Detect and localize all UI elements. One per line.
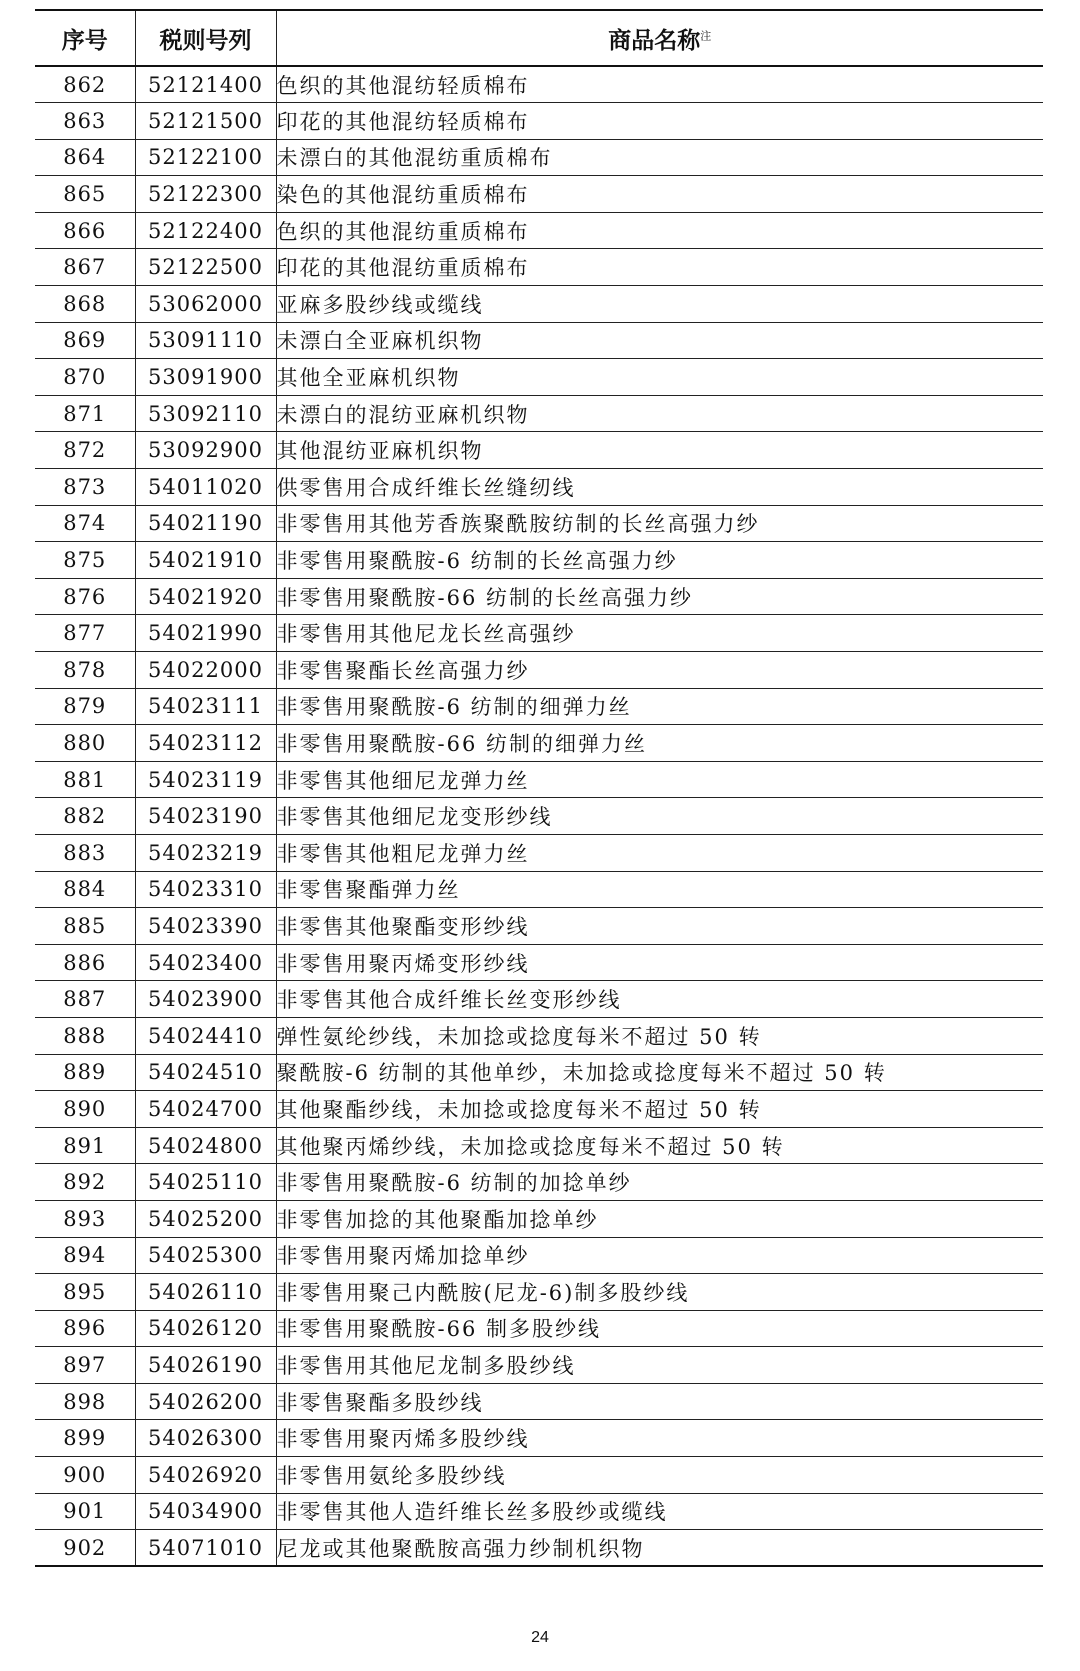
- header-seq: 序号: [35, 10, 135, 66]
- seq-cell: 896: [35, 1310, 135, 1347]
- product-name-cell: 非零售其他粗尼龙弹力丝: [276, 834, 1043, 871]
- tariff-code-cell: 54023111: [135, 688, 276, 725]
- product-name-cell: 非零售用其他芳香族聚酰胺纺制的长丝高强力纱: [276, 505, 1043, 542]
- tariff-table: [35, 9, 1043, 1567]
- product-name-cell: 非零售其他细尼龙变形纱线: [276, 798, 1043, 835]
- table-row: [35, 761, 1043, 798]
- tariff-code-cell: 54071010: [135, 1530, 276, 1567]
- table-row: [35, 1347, 1043, 1384]
- seq-cell: 879: [35, 688, 135, 725]
- table-header: [35, 10, 1043, 66]
- tariff-code-cell: 53091900: [135, 359, 276, 396]
- tariff-code-cell: 52122100: [135, 139, 276, 176]
- tariff-code-cell: 54021910: [135, 542, 276, 579]
- product-name-cell: 非零售用聚酰胺-6 纺制的长丝高强力纱: [276, 542, 1043, 579]
- tariff-code-cell: 54025110: [135, 1164, 276, 1201]
- seq-cell: 887: [35, 981, 135, 1018]
- tariff-code-cell: 52122400: [135, 212, 276, 249]
- product-name-cell: 非零售用聚酰胺-6 纺制的加捻单纱: [276, 1164, 1043, 1201]
- seq-cell: 871: [35, 395, 135, 432]
- product-name-cell: 非零售用聚酰胺-6 纺制的细弹力丝: [276, 688, 1043, 725]
- seq-cell: 901: [35, 1493, 135, 1530]
- table-row: [35, 286, 1043, 323]
- tariff-code-cell: 54024510: [135, 1054, 276, 1091]
- tariff-code-cell: 54021990: [135, 615, 276, 652]
- seq-cell: 894: [35, 1237, 135, 1274]
- seq-cell: 878: [35, 652, 135, 689]
- table-row: [35, 1493, 1043, 1530]
- product-name-cell: 非零售加捻的其他聚酯加捻单纱: [276, 1200, 1043, 1237]
- tariff-code-cell: 52122300: [135, 176, 276, 213]
- product-name-cell: 亚麻多股纱线或缆线: [276, 286, 1043, 323]
- table-row: [35, 212, 1043, 249]
- product-name-cell: 非零售用氨纶多股纱线: [276, 1457, 1043, 1494]
- product-name-cell: 其他聚丙烯纱线，未加捻或捻度每米不超过 50 转: [276, 1127, 1043, 1164]
- tariff-code-cell: 53092900: [135, 432, 276, 469]
- tariff-code-cell: 53091110: [135, 322, 276, 359]
- seq-cell: 899: [35, 1420, 135, 1457]
- seq-cell: 873: [35, 469, 135, 506]
- seq-cell: 877: [35, 615, 135, 652]
- seq-cell: 892: [35, 1164, 135, 1201]
- header-name-label: 商品名称: [608, 27, 701, 54]
- product-name-cell: 非零售聚酯弹力丝: [276, 871, 1043, 908]
- product-name-cell: 未漂白的混纺亚麻机织物: [276, 395, 1043, 432]
- seq-cell: 867: [35, 249, 135, 286]
- table-row: [35, 1200, 1043, 1237]
- seq-cell: 889: [35, 1054, 135, 1091]
- tariff-code-cell: 54023310: [135, 871, 276, 908]
- tariff-code-cell: 54026300: [135, 1420, 276, 1457]
- product-name-cell: 非零售其他聚酯变形纱线: [276, 908, 1043, 945]
- tariff-code-cell: 54021190: [135, 505, 276, 542]
- product-name-cell: 非零售用其他尼龙制多股纱线: [276, 1347, 1043, 1384]
- seq-cell: 865: [35, 176, 135, 213]
- product-name-cell: 非零售聚酯长丝高强力纱: [276, 652, 1043, 689]
- seq-cell: 897: [35, 1347, 135, 1384]
- table-row: [35, 359, 1043, 396]
- seq-cell: 881: [35, 761, 135, 798]
- table-row: [35, 139, 1043, 176]
- table-row: [35, 944, 1043, 981]
- tariff-code-cell: 54026920: [135, 1457, 276, 1494]
- header-row: [35, 10, 1043, 66]
- tariff-code-cell: 54026190: [135, 1347, 276, 1384]
- table-row: [35, 688, 1043, 725]
- tariff-code-cell: 52121500: [135, 103, 276, 140]
- table-row: [35, 1017, 1043, 1054]
- table-row: [35, 322, 1043, 359]
- seq-cell: 864: [35, 139, 135, 176]
- tariff-code-cell: 54034900: [135, 1493, 276, 1530]
- table-row: [35, 725, 1043, 762]
- seq-cell: 893: [35, 1200, 135, 1237]
- seq-cell: 888: [35, 1017, 135, 1054]
- table-row: [35, 834, 1043, 871]
- header-name-note: 注: [700, 28, 712, 42]
- tariff-code-cell: 52122500: [135, 249, 276, 286]
- tariff-code-cell: 54024410: [135, 1017, 276, 1054]
- table-row: [35, 395, 1043, 432]
- product-name-cell: 印花的其他混纺重质棉布: [276, 249, 1043, 286]
- tariff-code-cell: 54024800: [135, 1127, 276, 1164]
- page-number: 24: [531, 1629, 549, 1646]
- tariff-code-cell: 54024700: [135, 1091, 276, 1128]
- product-name-cell: 其他全亚麻机织物: [276, 359, 1043, 396]
- tariff-code-cell: 54011020: [135, 469, 276, 506]
- product-name-cell: 非零售聚酯多股纱线: [276, 1383, 1043, 1420]
- tariff-code-cell: 54026120: [135, 1310, 276, 1347]
- tariff-code-cell: 52121400: [135, 66, 276, 103]
- table-row: [35, 432, 1043, 469]
- product-name-cell: 其他聚酯纱线，未加捻或捻度每米不超过 50 转: [276, 1091, 1043, 1128]
- seq-cell: 869: [35, 322, 135, 359]
- table-row: [35, 469, 1043, 506]
- header-code: 税则号列: [135, 10, 276, 66]
- tariff-code-cell: 54023400: [135, 944, 276, 981]
- seq-cell: 872: [35, 432, 135, 469]
- product-name-cell: 供零售用合成纤维长丝缝纫线: [276, 469, 1043, 506]
- tariff-code-cell: 54023900: [135, 981, 276, 1018]
- tariff-code-cell: 54023390: [135, 908, 276, 945]
- seq-cell: 880: [35, 725, 135, 762]
- table-row: [35, 176, 1043, 213]
- seq-cell: 876: [35, 578, 135, 615]
- product-name-cell: 染色的其他混纺重质棉布: [276, 176, 1043, 213]
- seq-cell: 875: [35, 542, 135, 579]
- product-name-cell: 未漂白的其他混纺重质棉布: [276, 139, 1043, 176]
- product-name-cell: 色织的其他混纺轻质棉布: [276, 66, 1043, 103]
- table-body: [35, 66, 1043, 1566]
- product-name-cell: 其他混纺亚麻机织物: [276, 432, 1043, 469]
- tariff-code-cell: 54023112: [135, 725, 276, 762]
- product-name-cell: 非零售其他人造纤维长丝多股纱或缆线: [276, 1493, 1043, 1530]
- seq-cell: 874: [35, 505, 135, 542]
- table-row: [35, 1457, 1043, 1494]
- table-row: [35, 249, 1043, 286]
- product-name-cell: 非零售用聚酰胺-66 制多股纱线: [276, 1310, 1043, 1347]
- seq-cell: 885: [35, 908, 135, 945]
- table-row: [35, 981, 1043, 1018]
- tariff-code-cell: 54026200: [135, 1383, 276, 1420]
- seq-cell: 866: [35, 212, 135, 249]
- seq-cell: 882: [35, 798, 135, 835]
- seq-cell: 890: [35, 1091, 135, 1128]
- table-row: [35, 1530, 1043, 1567]
- table-row: [35, 1237, 1043, 1274]
- header-name: [276, 10, 1043, 66]
- table-row: [35, 1091, 1043, 1128]
- product-name-cell: 非零售用聚酰胺-66 纺制的细弹力丝: [276, 725, 1043, 762]
- product-name-cell: 非零售用聚丙烯变形纱线: [276, 944, 1043, 981]
- seq-cell: 900: [35, 1457, 135, 1494]
- table-row: [35, 1310, 1043, 1347]
- product-name-cell: 非零售用聚丙烯加捻单纱: [276, 1237, 1043, 1274]
- seq-cell: 902: [35, 1530, 135, 1567]
- tariff-code-cell: 54025200: [135, 1200, 276, 1237]
- product-name-cell: 非零售其他合成纤维长丝变形纱线: [276, 981, 1043, 1018]
- seq-cell: 863: [35, 103, 135, 140]
- tariff-code-cell: 54023119: [135, 761, 276, 798]
- tariff-code-cell: 54023219: [135, 834, 276, 871]
- seq-cell: 891: [35, 1127, 135, 1164]
- table-row: [35, 578, 1043, 615]
- table-row: [35, 66, 1043, 103]
- product-name-cell: 聚酰胺-6 纺制的其他单纱，未加捻或捻度每米不超过 50 转: [276, 1054, 1043, 1091]
- product-name-cell: 非零售其他细尼龙弹力丝: [276, 761, 1043, 798]
- table-row: [35, 908, 1043, 945]
- table-row: [35, 1274, 1043, 1311]
- tariff-code-cell: 54026110: [135, 1274, 276, 1311]
- tariff-code-cell: 54023190: [135, 798, 276, 835]
- table-row: [35, 542, 1043, 579]
- product-name-cell: 色织的其他混纺重质棉布: [276, 212, 1043, 249]
- seq-cell: 886: [35, 944, 135, 981]
- tariff-code-cell: 53062000: [135, 286, 276, 323]
- product-name-cell: 非零售用其他尼龙长丝高强纱: [276, 615, 1043, 652]
- table-row: [35, 798, 1043, 835]
- table-row: [35, 871, 1043, 908]
- table-row: [35, 1420, 1043, 1457]
- tariff-code-cell: 54025300: [135, 1237, 276, 1274]
- product-name-cell: 未漂白全亚麻机织物: [276, 322, 1043, 359]
- seq-cell: 884: [35, 871, 135, 908]
- table-row: [35, 1127, 1043, 1164]
- product-name-cell: 弹性氨纶纱线，未加捻或捻度每米不超过 50 转: [276, 1017, 1043, 1054]
- tariff-code-cell: 54022000: [135, 652, 276, 689]
- table-row: [35, 615, 1043, 652]
- table-row: [35, 1164, 1043, 1201]
- seq-cell: 868: [35, 286, 135, 323]
- seq-cell: 883: [35, 834, 135, 871]
- product-name-cell: 非零售用聚丙烯多股纱线: [276, 1420, 1043, 1457]
- seq-cell: 895: [35, 1274, 135, 1311]
- product-name-cell: 非零售用聚己内酰胺(尼龙-6)制多股纱线: [276, 1274, 1043, 1311]
- tariff-code-cell: 53092110: [135, 395, 276, 432]
- table-row: [35, 652, 1043, 689]
- seq-cell: 862: [35, 66, 135, 103]
- table-row: [35, 103, 1043, 140]
- product-name-cell: 非零售用聚酰胺-66 纺制的长丝高强力纱: [276, 578, 1043, 615]
- product-name-cell: 尼龙或其他聚酰胺高强力纱制机织物: [276, 1530, 1043, 1567]
- tariff-code-cell: 54021920: [135, 578, 276, 615]
- table-row: [35, 1383, 1043, 1420]
- product-name-cell: 印花的其他混纺轻质棉布: [276, 103, 1043, 140]
- table-row: [35, 1054, 1043, 1091]
- seq-cell: 870: [35, 359, 135, 396]
- table-row: [35, 505, 1043, 542]
- seq-cell: 898: [35, 1383, 135, 1420]
